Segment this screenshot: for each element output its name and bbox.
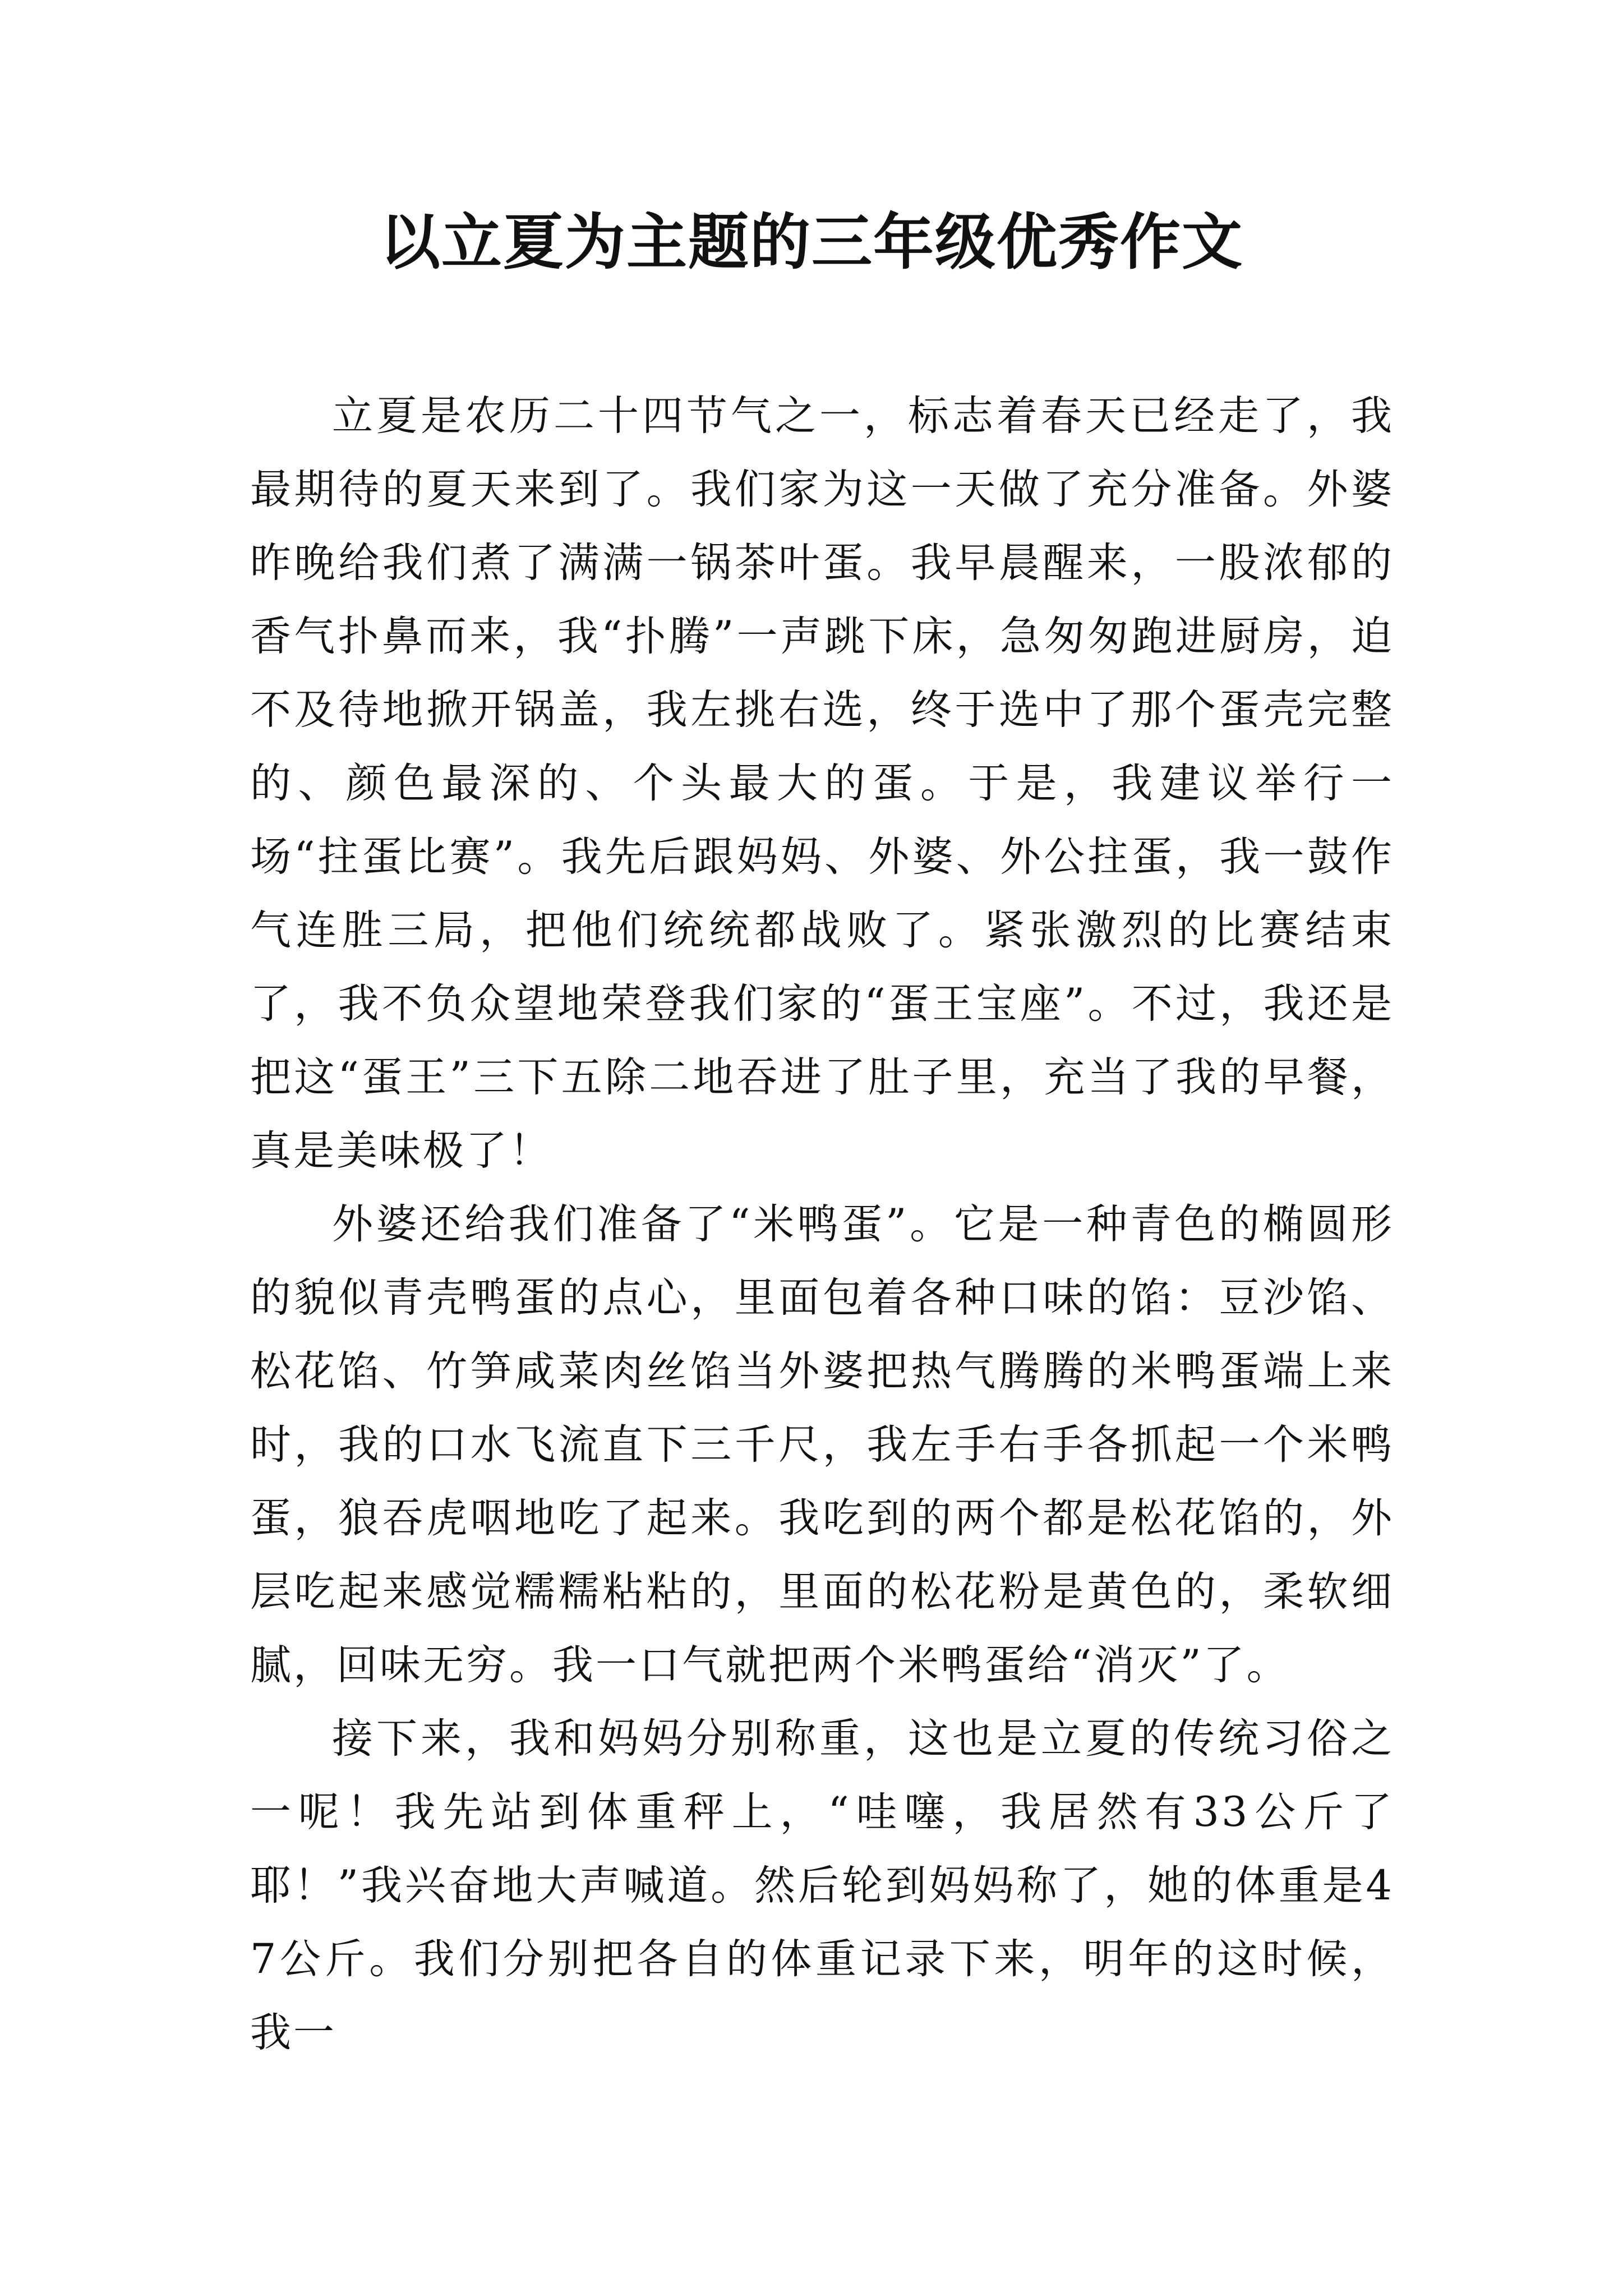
paragraph: 外婆还给我们准备了“米鸭蛋”。它是一种青色的椭圆形的貌似青壳鸭蛋的点心，里面包着各种口味的馅：豆沙馅、松花馅、竹笋咸菜肉丝馅当外婆把热气腾腾的米鸭蛋端上来时，我的口水飞流直下三千尺，我左手右手各抓起一个米鸭蛋，狼吞虎咽地吃了起来。我吃到的两个都是松花馅的，外层吃起来感觉糯糯粘粘的，里面的松花粉是黄色的，柔软细腻，回味无穷。我一口气就把两个米鸭蛋给“消灭”了。 [250,1200,1394,1689]
paragraph: 接下来，我和妈妈分别称重，这也是立夏的传统习俗之一呢！我先站到体重秤上，“哇噻，我居然有33公斤了耶！”我兴奋地大声喊道。然后轮到妈妈称了，她的体重是47公斤。我们分别把各自的体重记录下来，明年的这时候，我一 [250,1715,1394,2056]
paragraph: 立夏是农历二十四节气之一，标志着春天已经走了，我最期待的夏天来到了。我们家为这一天做了充分准备。外婆昨晚给我们煮了满满一锅茶叶蛋。我早晨醒来，一股浓郁的香气扑鼻而来，我“扑腾”一声跳下床，急匆匆跑进厨房，迫不及待地掀开锅盖，我左挑右选，终于选中了那个蛋壳完整的、颜色最深的、个头最大的蛋。于是，我建议举行一场“拄蛋比赛”。我先后跟妈妈、外婆、外公拄蛋，我一鼓作气连胜三局，把他们统统都战败了。紧张激烈的比赛结束了，我不负众望地荣登我们家的“蛋王宝座”。不过，我还是把这“蛋王”三下五除二地吞进了肚子里，充当了我的早餐，真是美味极了！ [250,392,1394,1175]
document-title: 以立夏为主题的三年级优秀作文 [379,207,1243,278]
document-body [250,379,1394,2069]
